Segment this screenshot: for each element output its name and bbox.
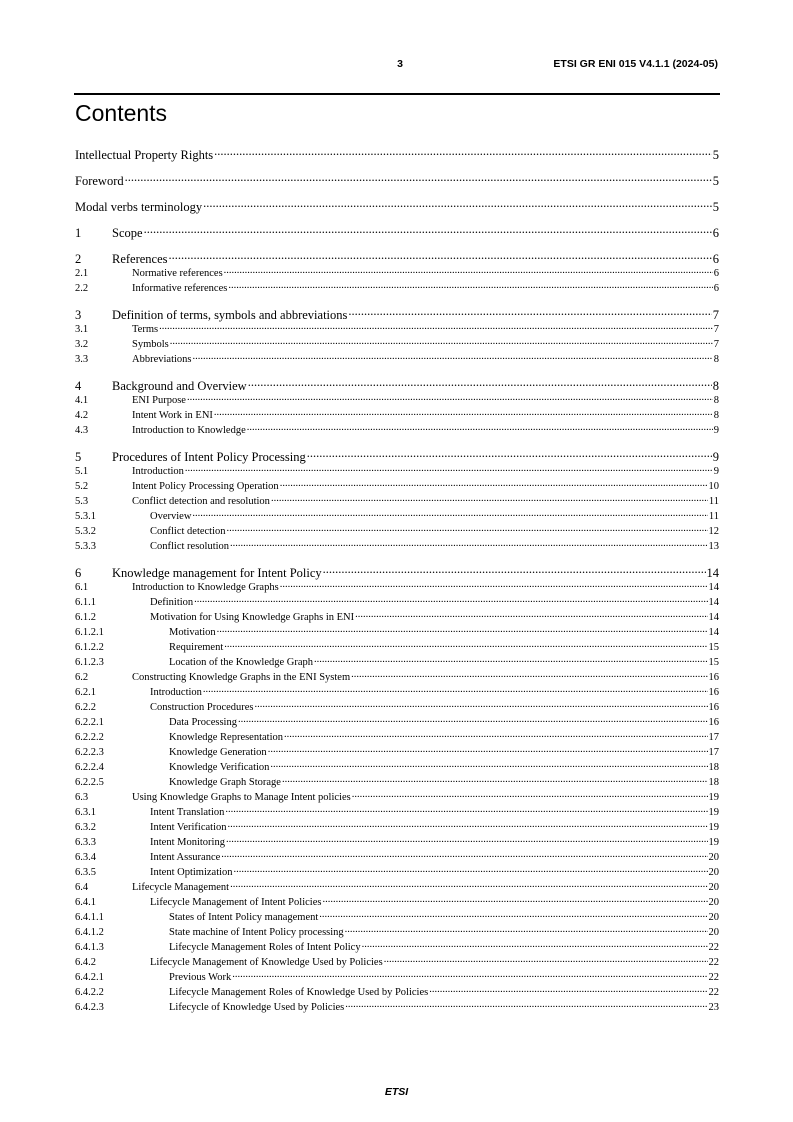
toc-dot-leader: [352, 789, 708, 800]
toc-entry-page: 14: [708, 581, 719, 593]
toc-entry-number: 1: [75, 225, 82, 240]
toc-entry-page: 8: [713, 353, 719, 365]
toc-dot-leader: [271, 493, 708, 504]
toc-entry[interactable]: [75, 954, 719, 969]
toc-entry[interactable]: [75, 609, 719, 624]
toc-entry-label: Knowledge management for Intent Policy: [112, 565, 322, 580]
toc-entry[interactable]: [75, 198, 719, 213]
toc-dot-leader: [248, 377, 712, 390]
toc-entry-label: Foreword: [75, 173, 124, 188]
toc-entry-label: Construction Procedures: [150, 701, 254, 713]
toc-entry-label: Intellectual Property Rights: [75, 147, 214, 162]
toc-dot-leader: [203, 684, 708, 695]
toc-entry-label: Intent Monitoring: [150, 836, 225, 848]
toc-entry-number: 6.3.3: [75, 836, 96, 848]
toc-entry-page: 14: [708, 611, 719, 623]
document-id: ETSI GR ENI 015 V4.1.1 (2024-05): [553, 58, 718, 70]
toc-entry[interactable]: [75, 508, 719, 523]
toc-entry-number: 6.2.2.1: [75, 716, 104, 728]
toc-entry[interactable]: [75, 879, 719, 894]
toc-entry-page: 22: [708, 971, 719, 983]
toc-entry-page: 20: [708, 926, 719, 938]
toc-dot-leader: [345, 999, 707, 1010]
toc-entry-number: 6.4.1: [75, 896, 96, 908]
toc-entry[interactable]: [75, 669, 719, 684]
toc-entry[interactable]: [75, 774, 719, 789]
toc-entry-label: Introduction to Knowledge Graphs: [132, 581, 279, 593]
toc-dot-leader: [187, 392, 713, 403]
toc-entry-page: 9: [712, 449, 719, 464]
toc-entry-number: 3: [75, 307, 82, 322]
toc-entry-label: States of Intent Policy management: [169, 911, 319, 923]
toc-entry-label: Symbols: [132, 338, 169, 350]
toc-entry[interactable]: [75, 654, 719, 669]
toc-entry-page: 8: [713, 409, 719, 421]
toc-entry[interactable]: [75, 377, 719, 392]
toc-entry-number: 6.1.2.1: [75, 626, 104, 638]
toc-entry-page: 6: [713, 267, 719, 279]
toc-entry[interactable]: [75, 789, 719, 804]
toc-entry-number: 2.2: [75, 282, 89, 294]
toc-entry-number: 4.1: [75, 394, 89, 406]
toc-entry-number: 6.4.2.2: [75, 986, 104, 998]
toc-dot-leader: [355, 609, 707, 620]
toc-entry-number: 3.2: [75, 338, 89, 350]
toc-entry-label: Knowledge Graph Storage: [169, 776, 281, 788]
toc-dot-leader: [238, 714, 708, 725]
toc-entry-page: 20: [708, 896, 719, 908]
toc-entry[interactable]: [75, 849, 719, 864]
toc-dot-leader: [224, 639, 707, 650]
toc-entry-number: 5.1: [75, 465, 89, 477]
toc-entry[interactable]: [75, 493, 719, 508]
toc-entry-label: State machine of Intent Policy processing: [169, 926, 344, 938]
toc-entry[interactable]: [75, 224, 719, 239]
toc-dot-leader: [280, 579, 708, 590]
toc-dot-leader: [159, 321, 713, 332]
toc-dot-leader: [429, 984, 707, 995]
toc-dot-leader: [226, 834, 708, 845]
toc-entry[interactable]: [75, 422, 719, 437]
toc-entry[interactable]: [75, 392, 719, 407]
toc-dot-leader: [227, 523, 708, 534]
toc-entry-number: 4: [75, 378, 82, 393]
toc-entry-label: Overview: [150, 510, 192, 522]
toc-dot-leader: [322, 894, 707, 905]
toc-dot-leader: [307, 448, 712, 461]
toc-entry-page: 16: [708, 686, 719, 698]
toc-entry-page: 8: [712, 378, 719, 393]
toc-entry[interactable]: [75, 306, 719, 321]
toc-dot-leader: [280, 478, 708, 489]
toc-entry[interactable]: [75, 280, 719, 295]
toc-entry[interactable]: [75, 759, 719, 774]
toc-entry[interactable]: [75, 969, 719, 984]
toc-entry-label: References: [112, 251, 168, 266]
toc-entry-label: Conflict resolution: [150, 540, 230, 552]
toc-entry[interactable]: [75, 729, 719, 744]
toc-entry-label: Lifecycle of Knowledge Used by Policies: [169, 1001, 345, 1013]
toc-entry-label: Lifecycle Management: [132, 881, 230, 893]
toc-dot-leader: [221, 849, 707, 860]
toc-entry-page: 17: [708, 746, 719, 758]
toc-entry-label: Conflict detection and resolution: [132, 495, 270, 507]
toc-dot-leader: [228, 819, 708, 830]
toc-entry[interactable]: [75, 538, 719, 553]
toc-entry-page: 18: [708, 776, 719, 788]
toc-entry[interactable]: [75, 463, 719, 478]
toc-entry[interactable]: [75, 336, 719, 351]
toc-entry-number: 5.3: [75, 495, 89, 507]
toc-entry-number: 6.2: [75, 671, 89, 683]
toc-entry[interactable]: [75, 265, 719, 280]
toc-entry-page: 18: [708, 761, 719, 773]
toc-entry-label: Previous Work: [169, 971, 232, 983]
toc-dot-leader: [362, 939, 708, 950]
toc-entry-label: Motivation for Using Knowledge Graphs in ENI: [150, 611, 355, 623]
toc-entry[interactable]: [75, 523, 719, 538]
toc-entry[interactable]: [75, 894, 719, 909]
toc-dot-leader: [170, 336, 713, 347]
toc-entry[interactable]: [75, 639, 719, 654]
toc-entry-number: 6.2.2.4: [75, 761, 104, 773]
toc-entry[interactable]: [75, 939, 719, 954]
toc-entry-number: 6.3.5: [75, 866, 96, 878]
toc-dot-leader: [225, 804, 707, 815]
toc-dot-leader: [323, 564, 706, 577]
toc-entry-page: 20: [708, 866, 719, 878]
toc-entry-label: Knowledge Representation: [169, 731, 284, 743]
toc-entry-number: 6.2.2.3: [75, 746, 104, 758]
toc-entry-number: 6.2.2: [75, 701, 96, 713]
toc-entry[interactable]: [75, 909, 719, 924]
toc-entry-page: 5: [712, 199, 719, 214]
toc-entry[interactable]: [75, 478, 719, 493]
toc-entry-page: 7: [712, 307, 719, 322]
toc-entry-page: 7: [713, 338, 719, 350]
toc-dot-leader: [217, 624, 708, 635]
toc-dot-leader: [270, 759, 707, 770]
toc-entry-number: 6.4.2: [75, 956, 96, 968]
toc-entry-number: 6.4.1.3: [75, 941, 104, 953]
toc-entry-page: 8: [713, 394, 719, 406]
toc-entry[interactable]: [75, 819, 719, 834]
toc-entry-label: Data Processing: [169, 716, 237, 728]
toc-entry-number: 6.4.2.1: [75, 971, 104, 983]
toc-entry-label: Lifecycle Management Roles of Intent Policy: [169, 941, 361, 953]
toc-entry-label: Background and Overview: [112, 378, 247, 393]
header-rule: [74, 93, 720, 95]
toc-dot-leader: [384, 954, 708, 965]
toc-entry-page: 14: [706, 565, 719, 580]
toc-entry-number: 6.2.2.2: [75, 731, 104, 743]
toc-entry-label: Using Knowledge Graphs to Manage Intent policies: [132, 791, 351, 803]
toc-entry-label: Normative references: [132, 267, 223, 279]
toc-entry-number: 6.1.2.2: [75, 641, 104, 653]
toc-entry-label: Introduction: [150, 686, 202, 698]
toc-entry-page: 16: [708, 701, 719, 713]
toc-entry-page: 10: [708, 480, 719, 492]
toc-entry[interactable]: [75, 804, 719, 819]
toc-dot-leader: [224, 265, 713, 276]
toc-entry-number: 6.1.2.3: [75, 656, 104, 668]
toc-entry-label: Lifecycle Management of Knowledge Used by Policies: [150, 956, 383, 968]
toc-entry-number: 2: [75, 251, 82, 266]
toc-entry-number: 6.4.1.1: [75, 911, 104, 923]
toc-entry[interactable]: [75, 564, 719, 579]
toc-entry-number: 4.3: [75, 424, 89, 436]
toc-dot-leader: [193, 351, 713, 362]
toc-entry-label: Motivation: [169, 626, 216, 638]
toc-entry-page: 14: [708, 626, 719, 638]
toc-entry[interactable]: [75, 448, 719, 463]
toc-entry-page: 17: [708, 731, 719, 743]
toc-entry-page: 20: [708, 911, 719, 923]
toc-entry-number: 6.3.1: [75, 806, 96, 818]
toc-entry-page: 23: [708, 1001, 719, 1013]
toc-entry-page: 11: [708, 495, 719, 507]
toc-dot-leader: [255, 699, 708, 710]
toc-entry-number: 6.2.1: [75, 686, 96, 698]
page-title: Contents: [75, 100, 168, 126]
table-of-contents: [75, 146, 719, 1014]
toc-entry-label: Modal verbs terminology: [75, 199, 203, 214]
toc-entry-number: 6.2.2.5: [75, 776, 104, 788]
toc-dot-leader: [284, 729, 707, 740]
toc-dot-leader: [125, 172, 712, 185]
toc-entry-number: 6: [75, 565, 82, 580]
toc-entry[interactable]: [75, 351, 719, 366]
page-number: 3: [397, 58, 403, 70]
toc-entry-label: Procedures of Intent Policy Processing: [112, 449, 306, 464]
toc-entry-label: Lifecycle Management of Intent Policies: [150, 896, 322, 908]
toc-dot-leader: [351, 669, 707, 680]
toc-entry[interactable]: [75, 999, 719, 1014]
toc-entry-label: Lifecycle Management Roles of Knowledge Used by Policies: [169, 986, 429, 998]
toc-entry-label: Intent Assurance: [150, 851, 221, 863]
toc-entry-label: Informative references: [132, 282, 228, 294]
toc-entry-number: 6.4: [75, 881, 89, 893]
toc-entry-number: 3.1: [75, 323, 89, 335]
toc-dot-leader: [185, 463, 713, 474]
toc-dot-leader: [214, 146, 712, 159]
toc-dot-leader: [228, 280, 712, 291]
toc-entry[interactable]: [75, 250, 719, 265]
toc-entry-number: 6.3.4: [75, 851, 96, 863]
toc-entry-page: 20: [708, 881, 719, 893]
toc-entry[interactable]: [75, 579, 719, 594]
toc-entry-number: 6.1: [75, 581, 89, 593]
toc-entry-page: 16: [708, 671, 719, 683]
toc-entry-number: 6.1.2: [75, 611, 96, 623]
toc-entry-label: Intent Work in ENI: [132, 409, 213, 421]
toc-entry-number: 4.2: [75, 409, 89, 421]
toc-dot-leader: [345, 924, 708, 935]
toc-entry-label: Intent Optimization: [150, 866, 233, 878]
footer-etsi: ETSI: [384, 1086, 409, 1098]
toc-entry-number: 5.2: [75, 480, 89, 492]
toc-dot-leader: [319, 909, 707, 920]
toc-dot-leader: [144, 224, 712, 237]
toc-entry-label: Intent Verification: [150, 821, 227, 833]
toc-entry[interactable]: [75, 984, 719, 999]
toc-entry-label: Knowledge Generation: [169, 746, 267, 758]
toc-entry-label: Introduction: [132, 465, 184, 477]
toc-entry-page: 11: [708, 510, 719, 522]
toc-entry-page: 22: [708, 941, 719, 953]
toc-dot-leader: [232, 969, 707, 980]
toc-entry-label: Definition: [150, 596, 194, 608]
toc-entry[interactable]: [75, 172, 719, 187]
toc-entry-page: 15: [708, 656, 719, 668]
toc-entry-label: Terms: [132, 323, 159, 335]
toc-entry-page: 9: [713, 424, 719, 436]
toc-entry[interactable]: [75, 684, 719, 699]
toc-entry-page: 20: [708, 851, 719, 863]
toc-entry-label: Introduction to Knowledge: [132, 424, 246, 436]
toc-entry-number: 6.4.1.2: [75, 926, 104, 938]
toc-dot-leader: [203, 198, 712, 211]
toc-entry-label: Knowledge Verification: [169, 761, 270, 773]
toc-entry-number: 5.3.3: [75, 540, 96, 552]
toc-dot-leader: [169, 250, 712, 263]
toc-dot-leader: [230, 879, 707, 890]
toc-entry-page: 14: [708, 596, 719, 608]
toc-entry-number: 3.3: [75, 353, 89, 365]
toc-entry-number: 6.1.1: [75, 596, 96, 608]
toc-entry-page: 16: [708, 716, 719, 728]
toc-dot-leader: [348, 306, 711, 319]
toc-entry-number: 6.4.2.3: [75, 1001, 104, 1013]
toc-dot-leader: [268, 744, 708, 755]
toc-entry-page: 6: [712, 225, 719, 240]
toc-entry[interactable]: [75, 864, 719, 879]
toc-entry-page: 19: [708, 806, 719, 818]
toc-dot-leader: [214, 407, 713, 418]
toc-entry-page: 15: [708, 641, 719, 653]
toc-entry-page: 19: [708, 821, 719, 833]
toc-dot-leader: [282, 774, 708, 785]
toc-dot-leader: [247, 422, 713, 433]
toc-entry-page: 6: [712, 251, 719, 266]
toc-entry-label: Constructing Knowledge Graphs in the ENI System: [132, 671, 351, 683]
toc-entry-label: Scope: [112, 225, 143, 240]
toc-entry-page: 7: [713, 323, 719, 335]
toc-entry-label: Conflict detection: [150, 525, 226, 537]
toc-dot-leader: [314, 654, 707, 665]
toc-entry[interactable]: [75, 699, 719, 714]
toc-entry-page: 22: [708, 956, 719, 968]
toc-entry-number: 2.1: [75, 267, 89, 279]
toc-entry[interactable]: [75, 146, 719, 161]
toc-entry[interactable]: [75, 834, 719, 849]
toc-entry-page: 6: [713, 282, 719, 294]
toc-entry-label: Requirement: [169, 641, 224, 653]
toc-entry-label: Abbreviations: [132, 353, 192, 365]
toc-entry-page: 12: [708, 525, 719, 537]
toc-entry-number: 5.3.1: [75, 510, 96, 522]
toc-dot-leader: [234, 864, 708, 875]
toc-entry-label: Intent Translation: [150, 806, 225, 818]
toc-entry-page: 9: [713, 465, 719, 477]
toc-entry-page: 5: [712, 147, 719, 162]
toc-entry-label: ENI Purpose: [132, 394, 186, 406]
toc-dot-leader: [192, 508, 707, 519]
toc-entry[interactable]: [75, 744, 719, 759]
toc-entry[interactable]: [75, 407, 719, 422]
toc-entry-page: 22: [708, 986, 719, 998]
toc-dot-leader: [194, 594, 707, 605]
toc-entry[interactable]: [75, 321, 719, 336]
toc-entry-number: 5.3.2: [75, 525, 96, 537]
toc-dot-leader: [230, 538, 707, 549]
toc-entry-page: 5: [712, 173, 719, 188]
toc-entry[interactable]: [75, 714, 719, 729]
toc-entry[interactable]: [75, 924, 719, 939]
toc-entry-number: 6.3.2: [75, 821, 96, 833]
toc-entry-page: 19: [708, 791, 719, 803]
toc-entry-label: Intent Policy Processing Operation: [132, 480, 279, 492]
toc-entry-number: 5: [75, 449, 82, 464]
toc-entry-page: 13: [708, 540, 719, 552]
toc-entry-label: Location of the Knowledge Graph: [169, 656, 314, 668]
toc-entry[interactable]: [75, 594, 719, 609]
toc-entry[interactable]: [75, 624, 719, 639]
toc-entry-label: Definition of terms, symbols and abbreviations: [112, 307, 348, 322]
toc-entry-page: 19: [708, 836, 719, 848]
toc-entry-number: 6.3: [75, 791, 89, 803]
